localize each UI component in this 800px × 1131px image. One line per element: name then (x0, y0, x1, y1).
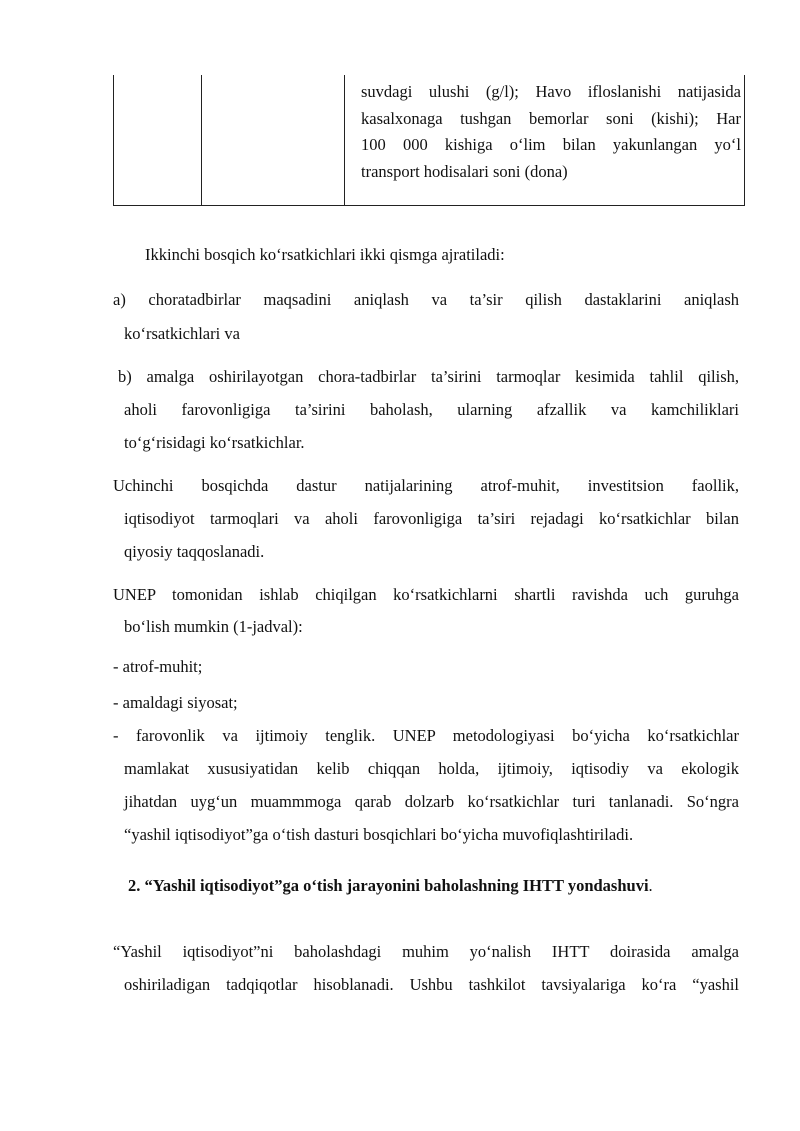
table-cell-line: 100 000 kishiga o‘lim bilan yakunlangan yo‘l (361, 135, 741, 154)
section-heading-period: . (648, 876, 653, 895)
list-item-b: b) amalga oshirilayotgan chora-tadbirlar ta’sirini tarmoqlar kesimida tahlil qilish, (118, 367, 739, 386)
list-item-a: a) choratadbirlar maqsadini aniqlash va ta’sir qilish dastaklarini aniqlash (113, 290, 739, 309)
list-item-b-cont: to‘g‘risidagi ko‘rsatkichlar. (124, 433, 305, 452)
paragraph-line: oshiriladigan tadqiqotlar hisoblanadi. Ushbu tashkilot tavsiyalariga ko‘ra “yashil (124, 975, 739, 994)
table-cell-3 (361, 79, 741, 185)
table-cell-1 (114, 75, 202, 205)
table-cell-line: transport hodisalari soni (dona) (361, 161, 568, 181)
paragraph-line: “Yashil iqtisodiyot”ni baholashdagi muhim yo‘nalish IHTT doirasida amalga (113, 942, 739, 961)
paragraph-line: bo‘lish mumkin (1-jadval): (124, 617, 303, 636)
dash-item-welfare: - farovonlik va ijtimoiy tenglik. UNEP metodologiyasi bo‘yicha ko‘rsatkichlar (113, 726, 739, 745)
paragraph-line: UNEP tomonidan ishlab chiqilgan ko‘rsatkichlarni shartli ravishda uch guruhga (113, 585, 739, 604)
paragraph-line: qiyosiy taqqoslanadi. (124, 542, 265, 561)
table-fragment (113, 75, 745, 206)
table-cell-line: kasalxonaga tushgan bemorlar soni (kishi); Har (361, 108, 741, 128)
dash-item-environment: - atrof-muhit; (113, 657, 203, 676)
table-cell-line: suvdagi ulushi (g/l); Havo ifloslanishi natijasida (361, 82, 741, 101)
list-item-a-cont: ko‘rsatkichlari va (124, 324, 240, 343)
paragraph-line: Uchinchi bosqichda dastur natijalarining atrof-muhit, investitsion faollik, (113, 476, 739, 495)
list-item-b-cont: aholi farovonligiga ta’sirini baholash, ularning afzallik va kamchiliklari (124, 400, 739, 419)
section-heading (128, 876, 653, 896)
dash-item-policy: - amaldagi siyosat; (113, 693, 238, 712)
section-heading-text: 2. “Yashil iqtisodiyot”ga o‘tish jarayonini baholashning IHTT yondashuvi (128, 876, 649, 895)
table-cell-2 (202, 75, 345, 205)
paragraph-line: “yashil iqtisodiyot”ga o‘tish dasturi bosqichlari bo‘yicha muvofiqlashtiriladi. (124, 825, 634, 844)
paragraph-line: Ikkinchi bosqich ko‘rsatkichlari ikki qismga ajratiladi: (145, 245, 505, 264)
paragraph-line: jihatdan uyg‘un muammmoga qarab dolzarb ko‘rsatkichlar turi tanlanadi. So‘ngra (124, 792, 739, 811)
paragraph-line: iqtisodiyot tarmoqlari va aholi farovonligiga ta’siri rejadagi ko‘rsatkichlar bilan (124, 509, 739, 528)
paragraph-line: mamlakat xususiyatidan kelib chiqqan holda, ijtimoiy, iqtisodiy va ekologik (124, 759, 739, 778)
